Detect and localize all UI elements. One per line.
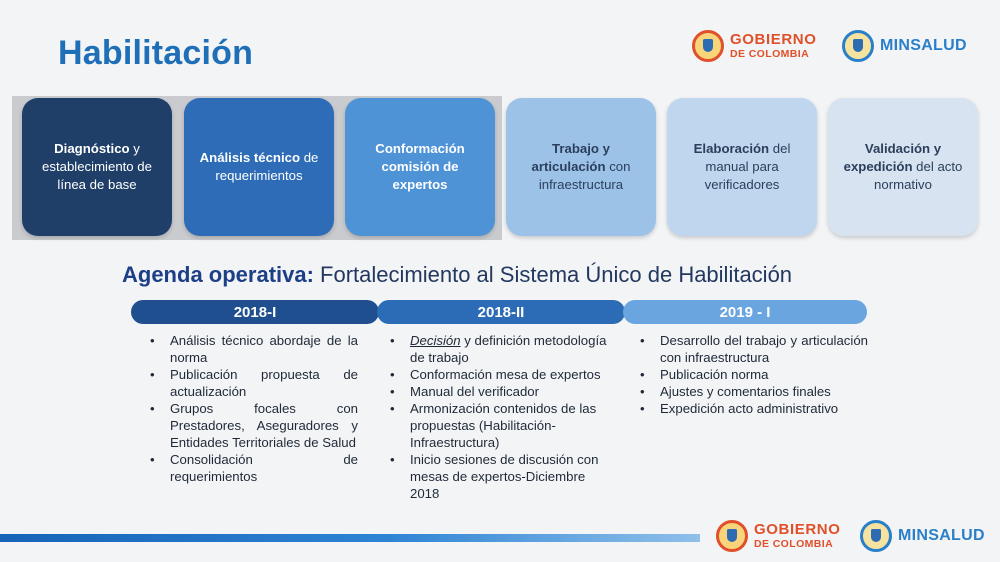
- step-rest: del acto normativo: [874, 159, 963, 192]
- minsalud-seal-icon: [842, 30, 874, 62]
- coat-of-arms-icon: [692, 30, 724, 62]
- agenda-rest: Fortalecimiento al Sistema Único de Habilitación: [313, 262, 793, 287]
- list-item: • Consolidación de requerimientos: [146, 451, 358, 485]
- list-item: • Conformación mesa de expertos: [386, 366, 608, 383]
- step-trabajo: [506, 98, 656, 236]
- footer-bar: [0, 534, 700, 542]
- decision-text: Decisión: [410, 333, 461, 348]
- list-item: [386, 332, 608, 366]
- page-title: Habilitación: [58, 34, 254, 72]
- de-colombia-text: DE COLOMBIA: [754, 538, 834, 551]
- step-rest: con infraestructura: [538, 159, 631, 192]
- list-item: • Inicio sesiones de discusión con mesas de expertos-Diciembre 2018: [386, 451, 608, 502]
- step-bold: Conformación comisión de expertos: [375, 141, 465, 192]
- de-colombia-text: DE COLOMBIA: [730, 48, 810, 61]
- decision-rest: y definición metodología de trabajo: [410, 333, 607, 365]
- phase-2019-i: 2019 - I: [623, 300, 867, 324]
- list-item: • Publicación propuesta de actualización: [146, 366, 358, 400]
- step-diagnostico: [22, 98, 172, 236]
- step-conformacion: [345, 98, 495, 236]
- list-item: • Armonización contenidos de las propuestas (Habilitación-Infraestructura): [386, 400, 608, 451]
- step-bold: Validación y expedición: [843, 141, 942, 174]
- list-item: • Ajustes y comentarios finales: [636, 383, 868, 400]
- phase-2018-i: 2018-I: [131, 300, 379, 324]
- list-item: • Análisis técnico abordaje de la norma: [146, 332, 358, 366]
- col-2018-i: [146, 332, 358, 485]
- step-rest: y establecimiento de línea de base: [42, 141, 152, 192]
- gobierno-logo-footer: [716, 520, 840, 552]
- step-validacion: [828, 98, 978, 236]
- step-elaboracion: [667, 98, 817, 236]
- minsalud-logo-footer: [860, 520, 985, 552]
- gobierno-text: GOBIERNO: [754, 521, 841, 539]
- minsalud-text: MINSALUD: [898, 527, 985, 544]
- step-bold: Elaboración: [693, 141, 770, 156]
- coat-of-arms-icon: [716, 520, 748, 552]
- step-rest: de requerimientos: [215, 150, 319, 183]
- step-analisis: [184, 98, 334, 236]
- minsalud-seal-icon: [860, 520, 892, 552]
- step-bold: Análisis técnico: [199, 150, 301, 165]
- agenda-bold: Agenda operativa:: [122, 262, 314, 287]
- col-2019-i: [636, 332, 868, 417]
- agenda-heading: [122, 262, 792, 288]
- step-bold: Trabajo y articulación: [531, 141, 610, 174]
- list-item: • Desarrollo del trabajo y articulación con infraestructura: [636, 332, 868, 366]
- list-item: • Expedición acto administrativo: [636, 400, 868, 417]
- minsalud-text: MINSALUD: [880, 37, 967, 54]
- list-item: • Manual del verificador: [386, 383, 608, 400]
- gobierno-logo: [692, 30, 816, 62]
- list-item: • Grupos focales con Prestadores, Aseguradores y Entidades Territoriales de Salud: [146, 400, 358, 451]
- list-item: • Publicación norma: [636, 366, 868, 383]
- minsalud-logo: [842, 30, 967, 62]
- gobierno-text: GOBIERNO: [730, 31, 817, 49]
- col-2018-ii: [386, 332, 608, 502]
- step-rest: del manual para verificadores: [704, 141, 791, 192]
- step-bold: Diagnóstico: [54, 141, 130, 156]
- phase-2018-ii: 2018-II: [377, 300, 625, 324]
